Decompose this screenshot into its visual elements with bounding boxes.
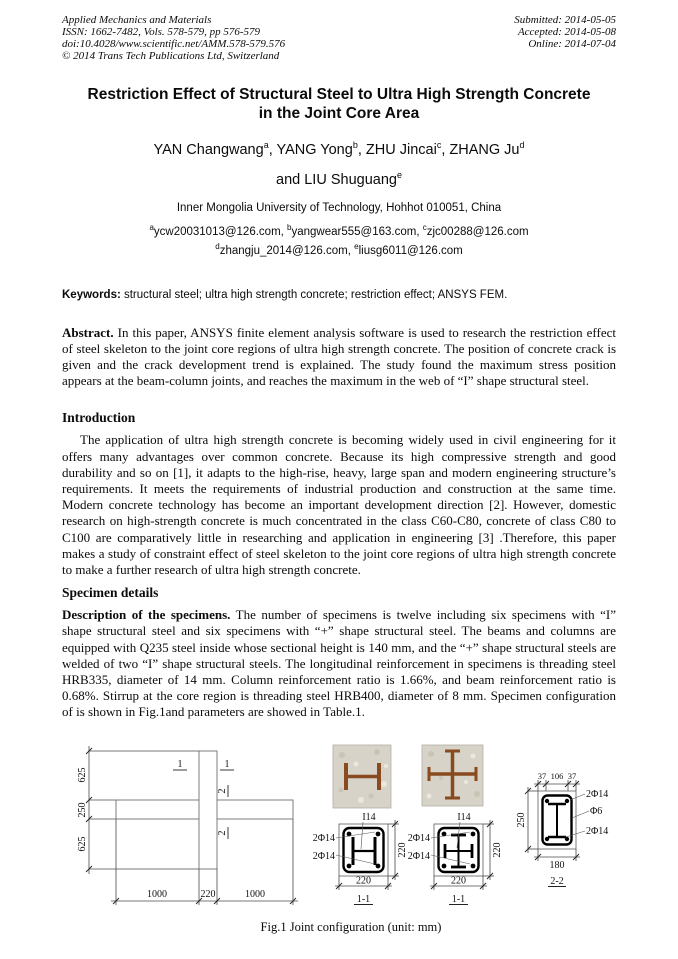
joint-dim-220: 220 [200,888,216,900]
section-mark-2-top: 2 [217,788,228,794]
author-line-1: YAN Changwang$^a$, YANG Yong$^b$, ZHU Jincai$^c$, ZHANG Ju$^d$ [153,140,525,158]
specimen-description-paragraph [62,607,616,720]
keywords-label: Keywords: [62,289,121,302]
journal-issn: ISSN: 1662-7482, Vols. 578-579, pp 576-579 [62,26,260,38]
joint-elevation-diagram [77,746,298,905]
section-i-dim-bottom: 220 [356,875,371,887]
section-i-steel-label: I14 [362,811,376,823]
accepted-date: Accepted: 2014-05-08 [517,26,616,38]
beam-dim-250: 250 [516,812,527,828]
abstract-label: Abstract. [62,325,114,341]
section-plus-rebar-top-label: 2Φ14 [407,832,430,844]
section-mark-1-left: 1 [177,758,183,770]
submission-dates [514,14,616,50]
figure1-drawing [41,734,661,912]
abstract-paragraph [62,325,616,389]
joint-dim-625-top: 625 [77,767,88,783]
journal-name: Applied Mechanics and Materials [62,14,212,26]
joint-dim-1000-right: 1000 [245,888,265,900]
section-plus-steel-label: I14 [457,811,471,823]
journal-header [62,14,616,62]
beam-dim-106: 106 [550,770,564,781]
section-i-dim-right: 220 [397,842,408,858]
joint-dim-625-bottom: 625 [77,836,88,852]
online-date: Online: 2014-07-04 [528,38,616,50]
beam-dim-37-right: 37 [567,770,577,781]
section-i-rebar-top-label: 2Φ14 [312,832,335,844]
joint-dim-250: 250 [77,802,88,818]
paper-title-line2: in the Joint Core Area [258,105,420,122]
abstract-text: In this paper, ANSYS finite element analysis software is used to research the restriction effect of steel skeleton to the joint core regions of ultra high strength concrete. The position of concrete crack is given and the crack development trend is explained. The study found the maximum stress position appears at the beam-column joints, and reaches the maximum in the web of “I” shape structural steel. [62,325,616,389]
section-plus-rebar-bottom-label: 2Φ14 [407,850,430,862]
affiliation: Inner Mongolia University of Technology, Hohhot 010051, China [176,201,502,214]
specimen-description-text: The number of specimens is twelve including six specimens with “I” shape structural steel and six specimens with “+” shape structural steel. The beams and columns are equipped with Q235 steel inside whose sectional height is 140 mm, and the “+” shape structural steels are welded of two “I” shape structural steels. The longitudinal reinforcement in specimens is threading steel HRB335, diameter of 14 mm. Column reinforcement ratio is 1.66%, and beam reinforcement ratio is 0.68%. Stirrup at the core region is threading steel HRB400, diameter of 8 mm. Specimen configuration of is shown in Fig.1and parameters are showed in Table.1. [62,607,616,720]
photo-plus-shape-specimen [422,745,483,806]
section-mark-1-right: 1 [224,758,230,770]
section-2-2-beam [516,771,608,887]
beam-rebar-top-label: 2Φ14 [586,788,609,800]
journal-info [62,14,285,62]
introduction-paragraph: The application of ultra high strength concrete is becoming widely used in civil engineering for it offers many advantages over common concrete. Because its high compressive strength and good durability and so on [1], it adapts to the high-rise, heavy, large span and modern engineering structure’s requirements. It meets the requirements of industrial production and construction at the same time. Modern concrete technology has become an important development direction [2]. However, domestic research on high-strength concrete is much concentrated in the class C60-C80, concrete of class C80 to C100 are comparatively little in researching and application in engineering [3] .Therefore, this paper makes a study of constraint effect of steel skeleton to the joint core regions of ultra high strength concrete to make a further research of ultra high strength concrete. [62,432,616,577]
figure1-caption: Fig.1 Joint configuration (unit: mm) [260,919,442,934]
beam-dim-180: 180 [549,859,565,871]
joint-dim-1000-left: 1000 [147,888,167,900]
section-plus-dim-bottom: 220 [451,875,466,887]
section-i-rebar-bottom-label: 2Φ14 [312,850,335,862]
beam-rebar-bottom-label: 2Φ14 [586,825,609,837]
paper-title-line1: Restriction Effect of Structural Steel to Ultra High Strength Concrete [87,86,591,103]
author-line-2: and LIU Shuguang$^e$ [276,169,402,188]
section-1-1-plus-shape [408,812,503,905]
section-heading-introduction: Introduction [62,410,136,426]
section-heading-specimen-details: Specimen details [62,585,159,601]
section-plus-name: 1-1 [451,893,466,905]
section-1-1-i-shape [313,812,408,905]
column-outline [199,751,217,869]
figure1 [41,734,661,935]
submitted-date: Submitted: 2014-05-05 [514,14,616,26]
email-line-1: $^a$ycw20031013@126.com, $^b$yangwear555@163.com, $^c$zjc00288@126.com [149,222,529,238]
journal-doi: doi:10.4028/www.scientific.net/AMM.578-579.576 [62,38,286,50]
beam-section-name: 2-2 [550,875,564,887]
keywords-text: structural steel; ultra high strength concrete; restriction effect; ANSYS FEM. [120,289,508,302]
journal-copyright: © 2014 Trans Tech Publications Ltd, Switzerland [62,50,280,62]
beam-dim-37-left: 37 [537,770,547,781]
beam-stirrup-label: Φ6 [590,805,603,817]
section-plus-dim-right: 220 [492,842,503,858]
specimen-description-lead: Description of the specimens. [62,607,231,623]
email-block [62,220,616,260]
paper-title [62,85,616,123]
section-mark-2-bottom: 2 [217,830,228,836]
email-line-2: $^d$zhangju_2014@126.com, $^e$liusg6011@126.com [215,242,463,258]
section-i-name: 1-1 [356,893,371,905]
photo-i-shape-specimen [333,745,391,808]
keywords-line [62,288,616,302]
